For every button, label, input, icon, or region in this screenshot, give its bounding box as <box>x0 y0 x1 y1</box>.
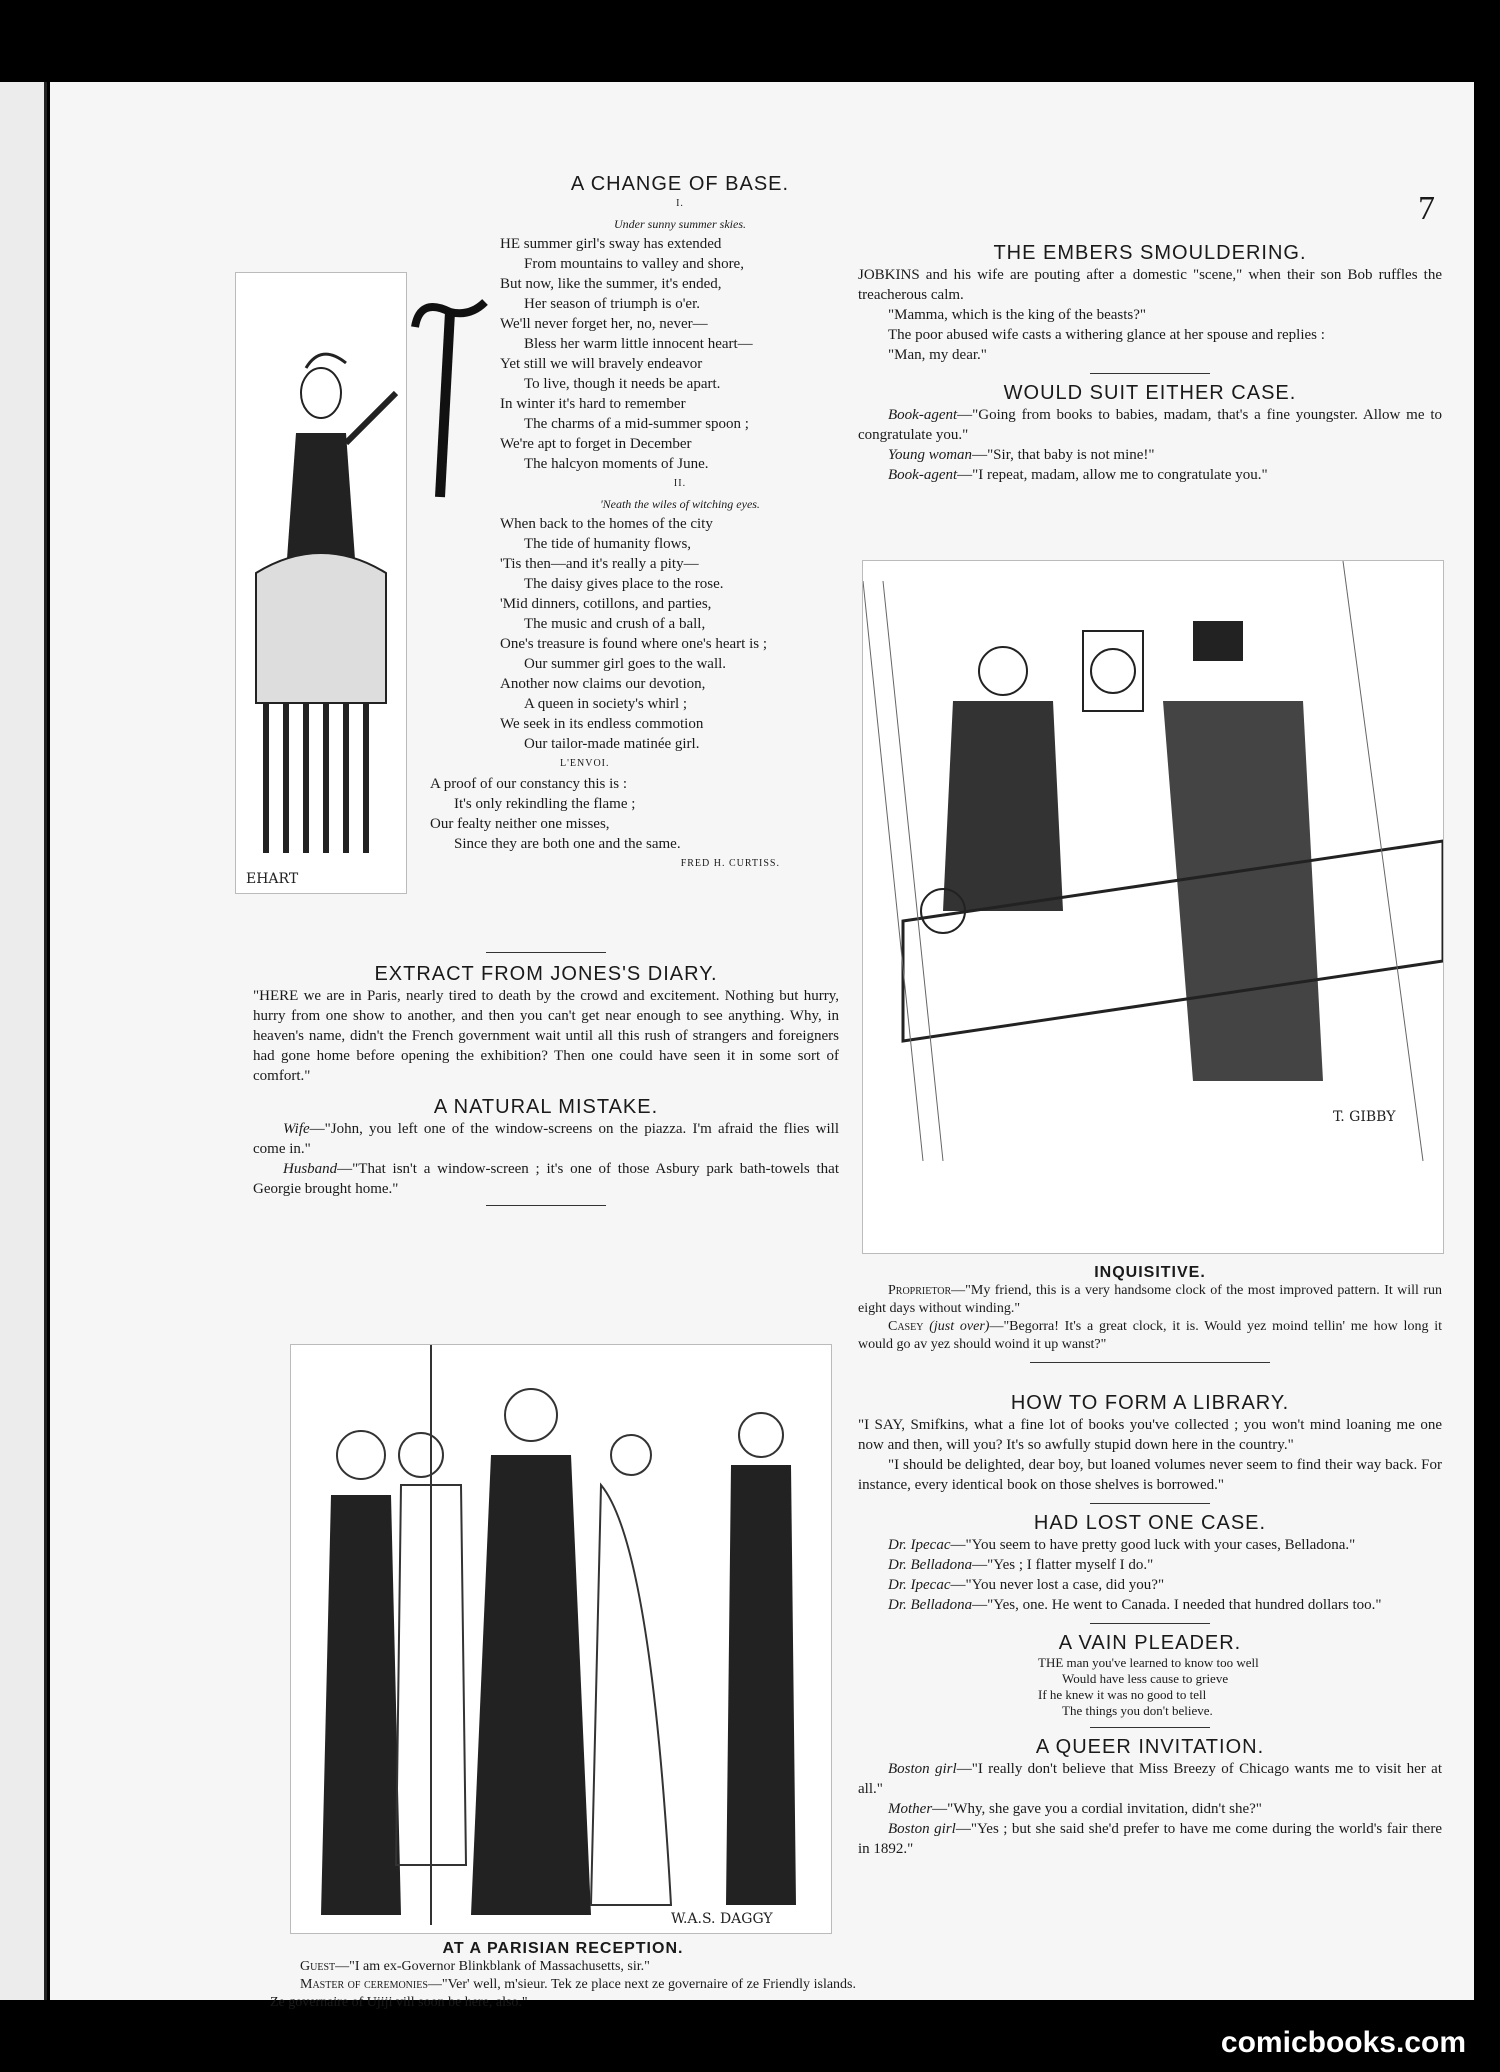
poem-line: We're apt to forget in December <box>500 436 692 452</box>
poem-author: FRED H. CURTISS. <box>680 858 780 869</box>
poem-line: Our summer girl goes to the wall. <box>524 656 727 672</box>
dialogue-line: —"I am ex-Governor Blinkblank of Massachusetts, sir." <box>335 1959 650 1974</box>
poem-line: But now, like the summer, it's ended, <box>500 276 722 292</box>
poem-line: 'Tis then—and it's really a pity— <box>500 556 699 572</box>
dialogue-line: —"John, you left one of the window-screens on the piazza. I'm afraid the flies will come in." <box>253 1121 839 1157</box>
poem-line: We seek in its endless commotion <box>500 716 704 732</box>
speaker-boston-girl: Boston girl <box>888 1761 957 1777</box>
paragraph: The poor abused wife casts a withering glance at her spouse and replies : <box>888 327 1325 343</box>
poem-line: Our tailor-made matinée girl. <box>524 736 700 752</box>
speaker-book-agent: Book-agent <box>888 407 958 423</box>
right-column-top <box>858 242 1442 485</box>
dialogue-line: —"Yes, one. He went to Canada. I needed that hundred dollars too." <box>972 1597 1382 1613</box>
poem-line: Bless her warm little innocent heart— <box>524 336 753 352</box>
stanza-2 <box>500 514 860 754</box>
jones-diary-section <box>253 952 839 1214</box>
speaker-proprietor: Proprietor <box>888 1283 952 1298</box>
artist-signature-daggy: W.A.S. DAGGY <box>671 1911 773 1927</box>
subtitle-1: Under sunny summer skies. <box>614 217 746 231</box>
embers-title: THE EMBERS SMOULDERING. <box>993 242 1307 264</box>
parisian-reception-illustration <box>290 1344 832 1934</box>
speaker-mother: Mother <box>888 1801 933 1817</box>
divider <box>1090 1503 1210 1504</box>
poem-line: HE summer girl's sway has extended <box>500 236 722 252</box>
lost-case-text <box>858 1535 1442 1615</box>
poem-line: It's only rekindling the flame ; <box>454 796 636 812</box>
page-number: 7 <box>1418 190 1435 227</box>
speaker-ipecac: Dr. Ipecac <box>888 1537 951 1553</box>
poem-line: A proof of our constancy this is : <box>430 776 628 792</box>
parisian-reception-caption: AT A PARISIAN RECEPTION. <box>442 1940 684 1957</box>
roman-numeral-2: II. <box>673 478 687 489</box>
poem-line: We'll never forget her, no, never— <box>500 316 708 332</box>
site-watermark: comicbooks.com <box>1220 2026 1466 2059</box>
poem-line: Her season of triumph is o'er. <box>524 296 701 312</box>
queer-invitation-text <box>858 1759 1442 1859</box>
poem-line: One's treasure is found where one's heart is ; <box>500 636 767 652</box>
artist-signature-left: EHART <box>246 871 299 887</box>
dialogue-line: —"Begorra! It's a great clock, it is. Would yez moind tellin' me how long it would go av yez should woind it up wanst?" <box>858 1319 1442 1352</box>
dialogue-line: —"Sir, that baby is not mine!" <box>972 447 1155 463</box>
dialogue-line: —"Yes ; but she said she'd prefer to have me come during the world's fair there in 1892." <box>858 1821 1442 1857</box>
speaker-boston-girl: Boston girl <box>888 1821 956 1837</box>
stage-direction: (just over) <box>929 1319 990 1334</box>
dialogue-line: —"My friend, this is a very handsome clock of the most improved pattern. It will run eight days without winding." <box>858 1283 1442 1316</box>
suit-either-text <box>858 405 1442 485</box>
poem-line: Would have less cause to grieve <box>1062 1671 1229 1686</box>
speaker-master-of-ceremonies: Master of ceremonies <box>300 1977 428 1992</box>
divider <box>1090 373 1210 374</box>
speaker-wife: Wife <box>283 1121 310 1137</box>
divider <box>1030 1362 1270 1363</box>
change-of-base-section <box>430 173 860 874</box>
poem-line: The daisy gives place to the rose. <box>524 576 724 592</box>
speaker-casey: Casey <box>888 1319 924 1334</box>
vain-pleader-title: A VAIN PLEADER. <box>1058 1632 1242 1654</box>
embers-text <box>858 265 1442 365</box>
adjacent-page-edge <box>0 82 47 2000</box>
speaker-belladona: Dr. Belladona <box>888 1557 973 1573</box>
library-title: HOW TO FORM A LIBRARY. <box>1010 1392 1290 1414</box>
jones-diary-title: EXTRACT FROM JONES'S DIARY. <box>374 963 718 985</box>
dialogue-line: —"Why, she gave you a cordial invitation, didn't she?" <box>932 1801 1262 1817</box>
magazine-page <box>50 82 1474 2010</box>
poem-line: Yet still we will bravely endeavor <box>500 356 703 372</box>
inquisitive-caption: INQUISITIVE. <box>1094 1264 1206 1281</box>
speaker-husband: Husband <box>283 1161 338 1177</box>
divider <box>1090 1727 1210 1728</box>
poem-line: The charms of a mid-summer spoon ; <box>524 416 749 432</box>
poem-line: The halcyon moments of June. <box>524 456 709 472</box>
poem-line: Another now claims our devotion, <box>500 676 706 692</box>
poem-line: A queen in society's whirl ; <box>524 696 688 712</box>
speaker-young-woman: Young woman <box>888 447 973 463</box>
lost-case-title: HAD LOST ONE CASE. <box>1033 1512 1267 1534</box>
poem-line: The tide of humanity flows, <box>524 536 692 552</box>
divider <box>486 952 606 953</box>
paragraph: JOBKINS and his wife are pouting after a domestic "scene," when their son Bob ruffles the treacherous calm. <box>858 267 1442 303</box>
dialogue-line: —"Ver' well, m'sieur. Tek ze place next ze governaire of ze Friendly islands. Ze governaire of Ujiji vill soon be here, also." <box>270 1977 856 2010</box>
paragraph: "I SAY, Smifkins, what a fine lot of books you've collected ; you won't mind loaning me one now and then, will you? It's so awfully stupid down here in the country." <box>858 1417 1442 1453</box>
inquisitive-illustration <box>862 560 1444 1254</box>
dialogue-line: —"Going from books to babies, madam, that's a fine youngster. Allow me to congratulate you." <box>858 407 1442 443</box>
poem-line: The things you don't believe. <box>1062 1703 1213 1718</box>
envoi <box>430 774 860 854</box>
stanza-1 <box>500 234 860 474</box>
vain-pleader-poem <box>858 1655 1442 1719</box>
poem-line: 'Mid dinners, cotillons, and parties, <box>500 596 712 612</box>
summer-girl-illustration <box>235 272 407 894</box>
roman-numeral-1: I. <box>676 198 684 209</box>
jones-diary-text: "HERE we are in Paris, nearly tired to death by the crowd and excitement. Nothing but hurry, hurry from one show to another, and then you can't get near enough to see anything. Why, in heaven's name, didn't the French government wait until all this rush of strangers and foreigners had gone home before opening the exhibition? Then one could have seen it in some sort of comfort." <box>253 988 839 1084</box>
dialogue-line: —"I repeat, madam, allow me to congratulate you." <box>957 467 1268 483</box>
dialogue-line: —"I really don't believe that Miss Breezy of Chicago wants me to visit her at all." <box>858 1761 1442 1797</box>
divider <box>1090 1623 1210 1624</box>
poem-line: Since they are both one and the same. <box>454 836 681 852</box>
poem-line: In winter it's hard to remember <box>500 396 686 412</box>
dialogue-line: —"You never lost a case, did you?" <box>950 1577 1165 1593</box>
poem-line: Our fealty neither one misses, <box>430 816 610 832</box>
divider <box>486 1205 606 1206</box>
poem-line: When back to the homes of the city <box>500 516 713 532</box>
paragraph: "Man, my dear." <box>888 347 987 363</box>
paragraph: "I should be delighted, dear boy, but loaned volumes never seem to find their way back. For instance, every identical book on those shelves is borrowed." <box>858 1457 1442 1493</box>
speaker-ipecac: Dr. Ipecac <box>888 1577 951 1593</box>
speaker-belladona: Dr. Belladona <box>888 1597 973 1613</box>
poem-line: If he knew it was no good to tell <box>1038 1687 1207 1702</box>
inquisitive-caption-block <box>858 1264 1442 1371</box>
poem-line: From mountains to valley and shore, <box>524 256 744 272</box>
queer-invitation-title: A QUEER INVITATION. <box>1035 1736 1265 1758</box>
envoi-label: L'ENVOI. <box>560 758 610 769</box>
right-column-bottom <box>858 1392 1442 1859</box>
speaker-book-agent: Book-agent <box>888 467 958 483</box>
poem-line: To live, though it needs be apart. <box>524 376 721 392</box>
artist-signature-gibby: T. GIBBY <box>1333 1109 1396 1125</box>
paragraph: "Mamma, which is the king of the beasts?" <box>888 307 1147 323</box>
speaker-guest: Guest <box>300 1959 336 1974</box>
ornamental-t-dropcap <box>410 287 490 507</box>
change-of-base-title: A CHANGE OF BASE. <box>570 173 790 195</box>
subtitle-2: 'Neath the wiles of witching eyes. <box>600 497 760 511</box>
parisian-reception-caption-block <box>270 1940 856 2012</box>
dialogue-line: —"You seem to have pretty good luck with your cases, Belladona." <box>950 1537 1356 1553</box>
natural-mistake-text <box>253 1119 839 1199</box>
poem-line: The music and crush of a ball, <box>524 616 706 632</box>
dialogue-line: —"That isn't a window-screen ; it's one of those Asbury park bath-towels that Georgie brought home." <box>253 1161 839 1197</box>
natural-mistake-title: A NATURAL MISTAKE. <box>433 1096 659 1118</box>
dialogue-line: —"Yes ; I flatter myself I do." <box>972 1557 1154 1573</box>
suit-either-title: WOULD SUIT EITHER CASE. <box>1003 382 1297 404</box>
library-text <box>858 1415 1442 1495</box>
poem-line: THE man you've learned to know too well <box>1038 1655 1259 1670</box>
